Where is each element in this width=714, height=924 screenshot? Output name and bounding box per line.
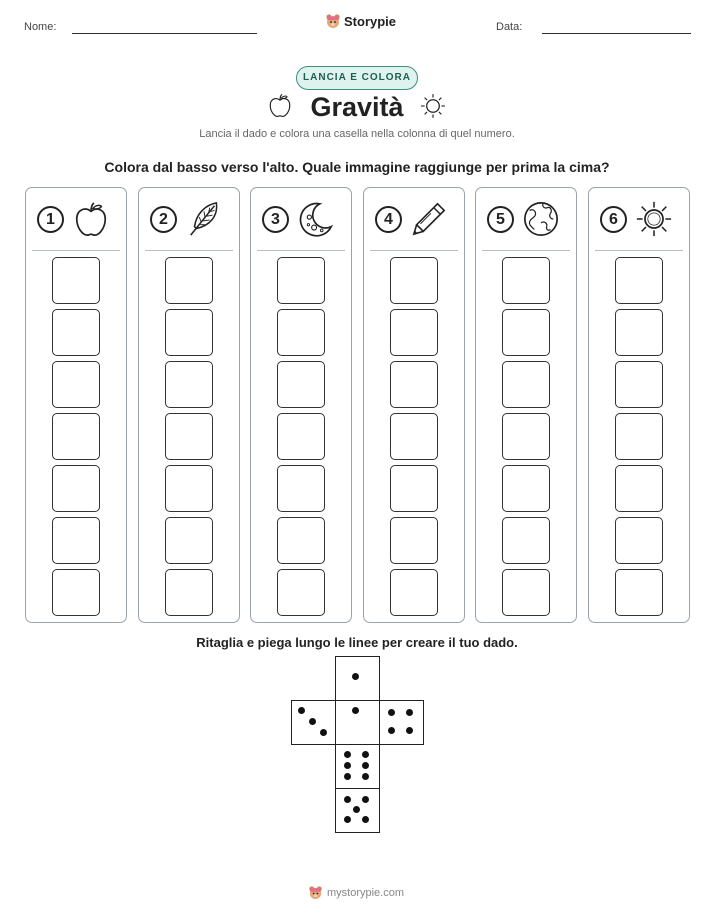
color-cell[interactable] [615,517,663,564]
color-cell[interactable] [390,517,438,564]
color-cell[interactable] [502,257,550,304]
color-cell[interactable] [165,413,213,460]
dice-pip [388,709,395,716]
bear-logo-icon [308,885,323,900]
color-cell[interactable] [277,517,325,564]
dice-face-6 [335,744,380,789]
color-cell[interactable] [390,465,438,512]
dice-face-4 [379,700,424,745]
dice-pip [309,718,316,725]
column-number: 1 [37,206,64,233]
dice-pip [344,816,351,823]
activity-badge: LANCIA E COLORA [296,66,418,90]
footer-url: mystorypie.com [327,886,405,899]
color-cell[interactable] [52,465,100,512]
dice-pip [362,796,369,803]
column-3 [250,187,352,623]
column-number: 2 [150,206,177,233]
title-sun-icon [419,92,447,120]
dice-face-5 [335,788,380,833]
dice-face-1 [335,700,380,745]
name-line [72,33,257,34]
column-6 [588,187,690,623]
color-cell[interactable] [52,309,100,356]
color-cell[interactable] [502,517,550,564]
color-cell[interactable] [165,517,213,564]
column-divider [482,250,570,251]
name-label: Nome: [24,21,57,33]
dice-pip [298,707,305,714]
color-cell[interactable] [390,257,438,304]
brand-name: Storypie [344,13,397,29]
page-title: Gravità [310,92,404,122]
color-cell[interactable] [390,413,438,460]
column-number: 3 [262,206,289,233]
color-cell[interactable] [52,569,100,616]
pencil-icon [410,200,448,238]
column-number: 6 [600,206,627,233]
bear-logo-icon [325,13,341,29]
color-cell[interactable] [52,361,100,408]
column-2 [138,187,240,623]
dice-pip [344,796,351,803]
column-number: 5 [487,206,514,233]
color-cell[interactable] [615,465,663,512]
color-cell[interactable] [52,413,100,460]
title-apple-icon [267,92,293,120]
color-cell[interactable] [277,413,325,460]
color-cell[interactable] [502,465,550,512]
column-5 [475,187,577,623]
color-cell[interactable] [52,257,100,304]
color-cell[interactable] [615,361,663,408]
color-cell[interactable] [502,309,550,356]
date-label: Data: [496,21,523,33]
dice-pip [362,773,369,780]
brand-logo [325,13,396,29]
column-divider [145,250,233,251]
color-cell[interactable] [502,569,550,616]
dice-pip [344,773,351,780]
column-divider [595,250,683,251]
dice-pip [362,762,369,769]
dice-pip [320,729,327,736]
color-cell[interactable] [52,517,100,564]
color-cell[interactable] [615,413,663,460]
column-number: 4 [375,206,402,233]
color-cell[interactable] [277,257,325,304]
sun-icon [635,200,673,238]
instruction: Colora dal basso verso l'alto. Quale immagine raggiunge per prima la cima? [104,159,610,175]
dice-face-3 [291,700,336,745]
color-cell[interactable] [165,569,213,616]
dice-pip [344,751,351,758]
feather-icon [185,200,223,238]
color-cell[interactable] [277,569,325,616]
dice-face-1 [335,656,380,701]
color-cell[interactable] [165,465,213,512]
column-1 [25,187,127,623]
apple-icon [72,200,110,238]
color-cell[interactable] [615,569,663,616]
color-cell[interactable] [277,361,325,408]
subtitle: Lancia il dado e colora una casella nella colonna di quel numero. [199,128,515,140]
dice-pip [406,727,413,734]
cut-instruction: Ritaglia e piega lungo le linee per creare il tuo dado. [196,635,518,650]
dice-pip [362,816,369,823]
dice-pip [344,762,351,769]
dice-pip [352,673,359,680]
date-line [542,33,691,34]
dice-pip [388,727,395,734]
column-divider [257,250,345,251]
moon-icon [297,200,335,238]
dice-pip [353,806,360,813]
dice-pip [352,707,359,714]
color-cell[interactable] [390,309,438,356]
color-cell[interactable] [277,309,325,356]
column-4 [363,187,465,623]
color-cell[interactable] [502,361,550,408]
color-cell[interactable] [502,413,550,460]
color-cell[interactable] [277,465,325,512]
color-cell[interactable] [165,309,213,356]
color-cell[interactable] [615,309,663,356]
footer [308,885,404,900]
column-divider [370,250,458,251]
dice-pip [362,751,369,758]
color-cell[interactable] [390,569,438,616]
earth-icon [522,200,560,238]
color-cell[interactable] [165,257,213,304]
dice-pip [406,709,413,716]
color-cell[interactable] [615,257,663,304]
column-divider [32,250,120,251]
color-cell[interactable] [165,361,213,408]
color-cell[interactable] [390,361,438,408]
